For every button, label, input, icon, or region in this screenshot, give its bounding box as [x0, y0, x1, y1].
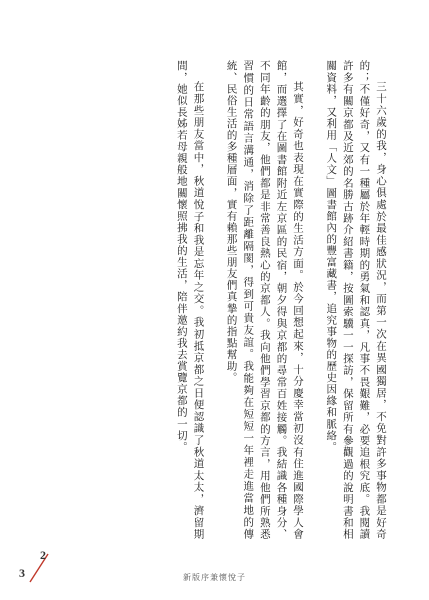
- paragraph-2: 其實，好奇也表現在實際的生活方面。於今回想起來，十分慶幸當初沒有住進國際學人會館，而選擇了在圖書館附近左京區的民宿，朝夕得與京都的尋常百姓接觸。我結識各種身分、不同年齡的朋友，他們都是非常善良熱心的京都人。我向他們學習京都的方言，用他們所熟悉習慣的日常語言溝通，消除了距離隔閡，得到可貴友誼。我能夠在短短一年裡走進當地的傳統、民俗生活的多種層面，實有賴那些朋友們真摯的指點幫助。: [225, 60, 305, 540]
- paragraph-3: 在那些朋友當中，秋道悅子和我是忘年之交。我初抵京都之日便認識了秋道太太，濟留期間，她似長姊若母親般地關懷照拂我的生活，陪伴邀約我去賞覽京都的一切。: [175, 60, 205, 540]
- paragraph-1: 三十六歲的我，身心俱處於最佳感狀況，而第一次在異國獨居，不免對許多事物都是好奇的；不僅好奇，又有一種屬於年輕時期的勇氣和認真，凡事不畏艱難，必要追根究底。我閱讀許多有關京都及近郊的名勝古跡介紹書籍，按圖索驥一一探訪，保留所有參觀過的說明書和相關資料，又利用「人文」圖書館內的豐富藏書，追究事物的歷史因緣和脈絡。: [325, 60, 387, 540]
- right-page-number: 2: [40, 548, 46, 562]
- vertical-text-body: [29, 60, 389, 540]
- left-page-number: 3: [19, 566, 25, 580]
- running-footer-title: 新版序兼懷悅子: [183, 573, 246, 582]
